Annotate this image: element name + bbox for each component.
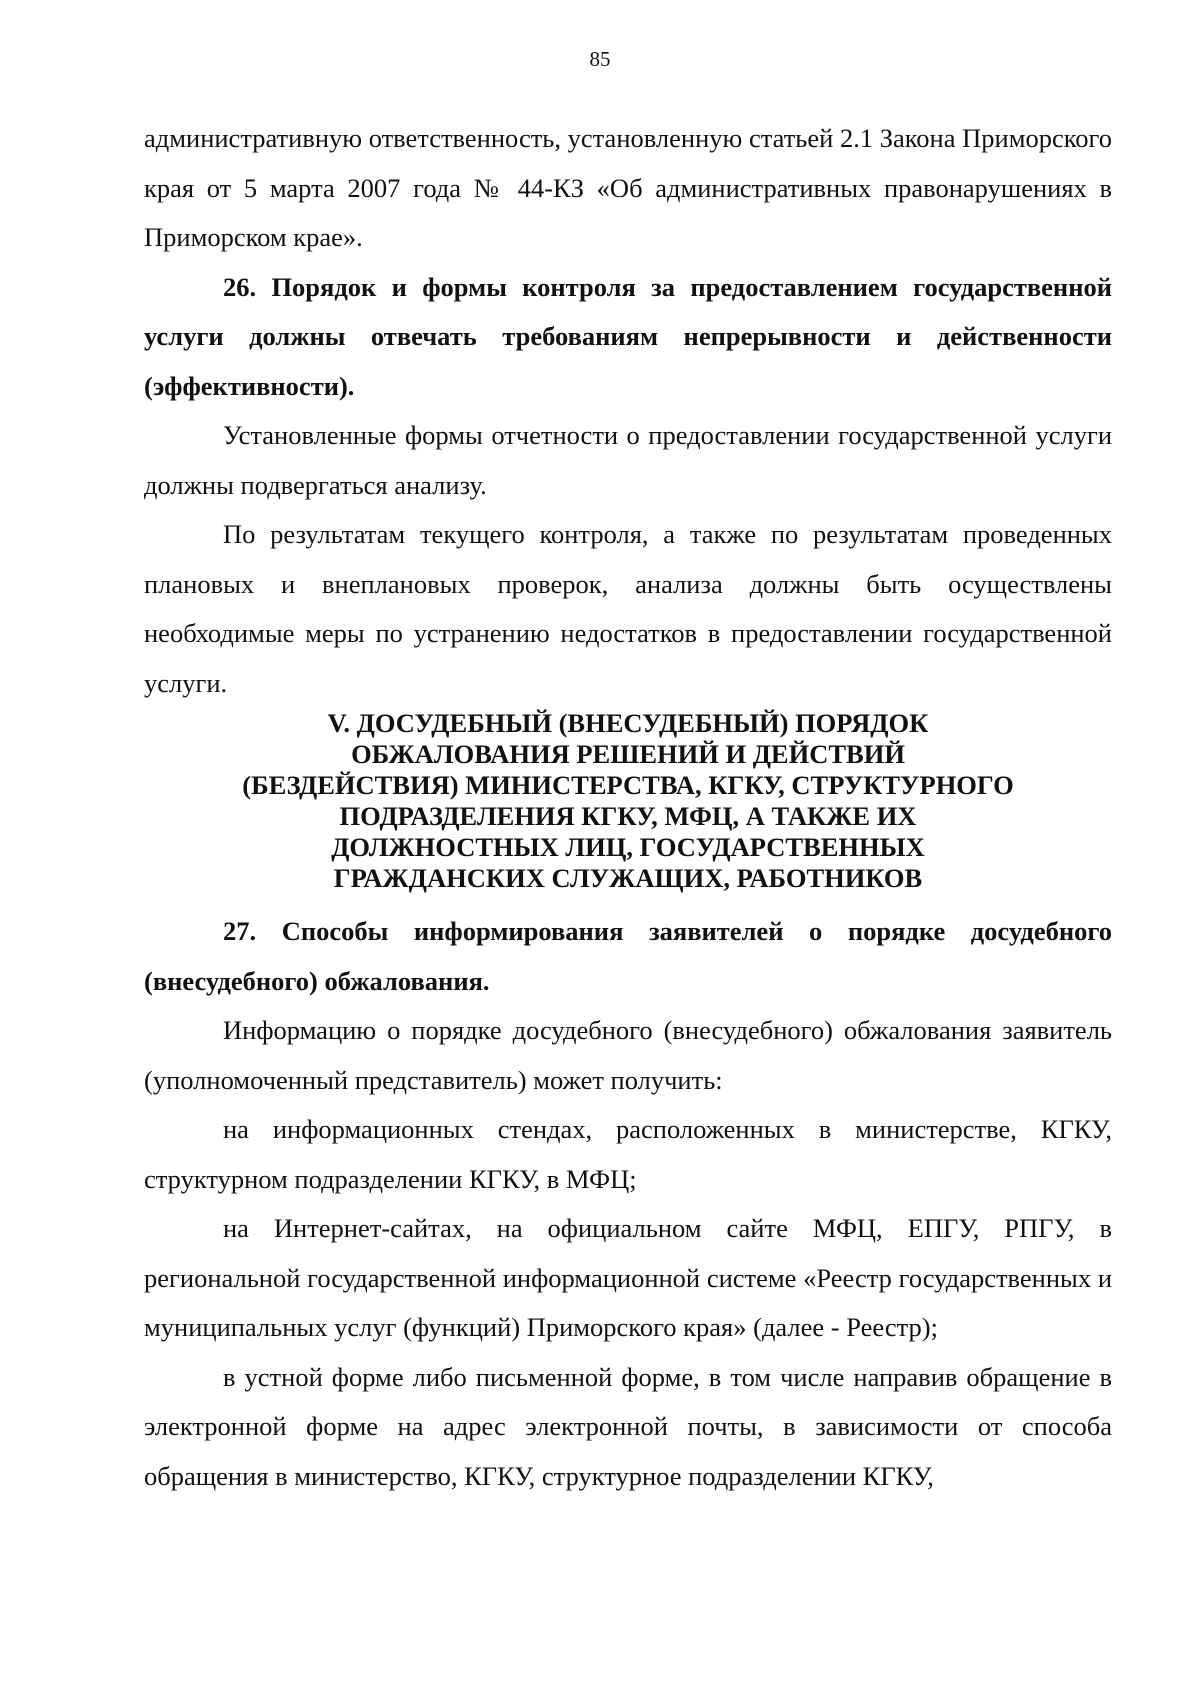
section-v-heading-line: V. ДОСУДЕБНЫЙ (ВНЕСУДЕБНЫЙ) ПОРЯДОК	[327, 708, 929, 738]
document-body	[144, 114, 1112, 1501]
section-v-heading-line: ПОДРАЗДЕЛЕНИЯ КГКУ, МФЦ, А ТАКЖЕ ИХ	[339, 801, 917, 831]
section-v-heading-line: ДОЛЖНОСТНЫХ ЛИЦ, ГОСУДАРСТВЕННЫХ	[331, 832, 925, 862]
section-v-heading-line: ГРАЖДАНСКИХ СЛУЖАЩИХ, РАБОТНИКОВ	[333, 863, 923, 893]
paragraph-reporting-forms: Установленные формы отчетности о предоставлении государственной услуги должны подвергаться анализу.	[144, 420, 1112, 500]
paragraph-info-stands: на информационных стендах, расположенных в министерстве, КГКУ, структурном подразделении КГКУ, в МФЦ;	[144, 1114, 1112, 1194]
section-v-heading-line: (БЕЗДЕЙСТВИЯ) МИНИСТЕРСТВА, КГКУ, СТРУКТУРНОГО	[242, 770, 1014, 800]
heading-26: 26. Порядок и формы контроля за предоставлением государственной услуги должны отвечать требованиям непрерывности и действенности (эффективности).	[144, 271, 1112, 401]
paragraph-oral-written: в устной форме либо письменной форме, в том числе направив обращение в электронной форме на адрес электронной почты, в зависимости от способа обращения в министерство, КГКУ, структурное подразделении КГКУ,	[144, 1361, 1112, 1491]
paragraph-internet-sites: на Интернет-сайтах, на официальном сайте МФЦ, ЕПГУ, РПГУ, в региональной государственной информационной системе «Реестр государственных и муниципальных услуг (функций) Приморского края» (далее - Реестр);	[144, 1213, 1112, 1342]
section-v-heading	[144, 708, 1112, 894]
section-v-heading-line: ОБЖАЛОВАНИЯ РЕШЕНИЙ И ДЕЙСТВИЙ	[351, 739, 905, 769]
page-number: 85	[589, 47, 611, 71]
paragraph-liability: административную ответственность, установленную статьей 2.1 Закона Приморского края от 5 марта 2007 года № 44-КЗ «Об административных правонарушениях в Приморском крае».	[144, 123, 1112, 252]
paragraph-appeal-info: Информацию о порядке досудебного (внесудебного) обжалования заявитель (уполномоченный представитель) может получить:	[144, 1015, 1112, 1095]
paragraph-control-results: По результатам текущего контроля, а также по результатам проведенных плановых и внеплановых проверок, анализа должны быть осуществлены необходимые меры по устранению недостатков в предоставлении государственной услуги.	[144, 519, 1112, 698]
heading-27: 27. Способы информирования заявителей о порядке досудебного (внесудебного) обжалования.	[144, 916, 1112, 996]
